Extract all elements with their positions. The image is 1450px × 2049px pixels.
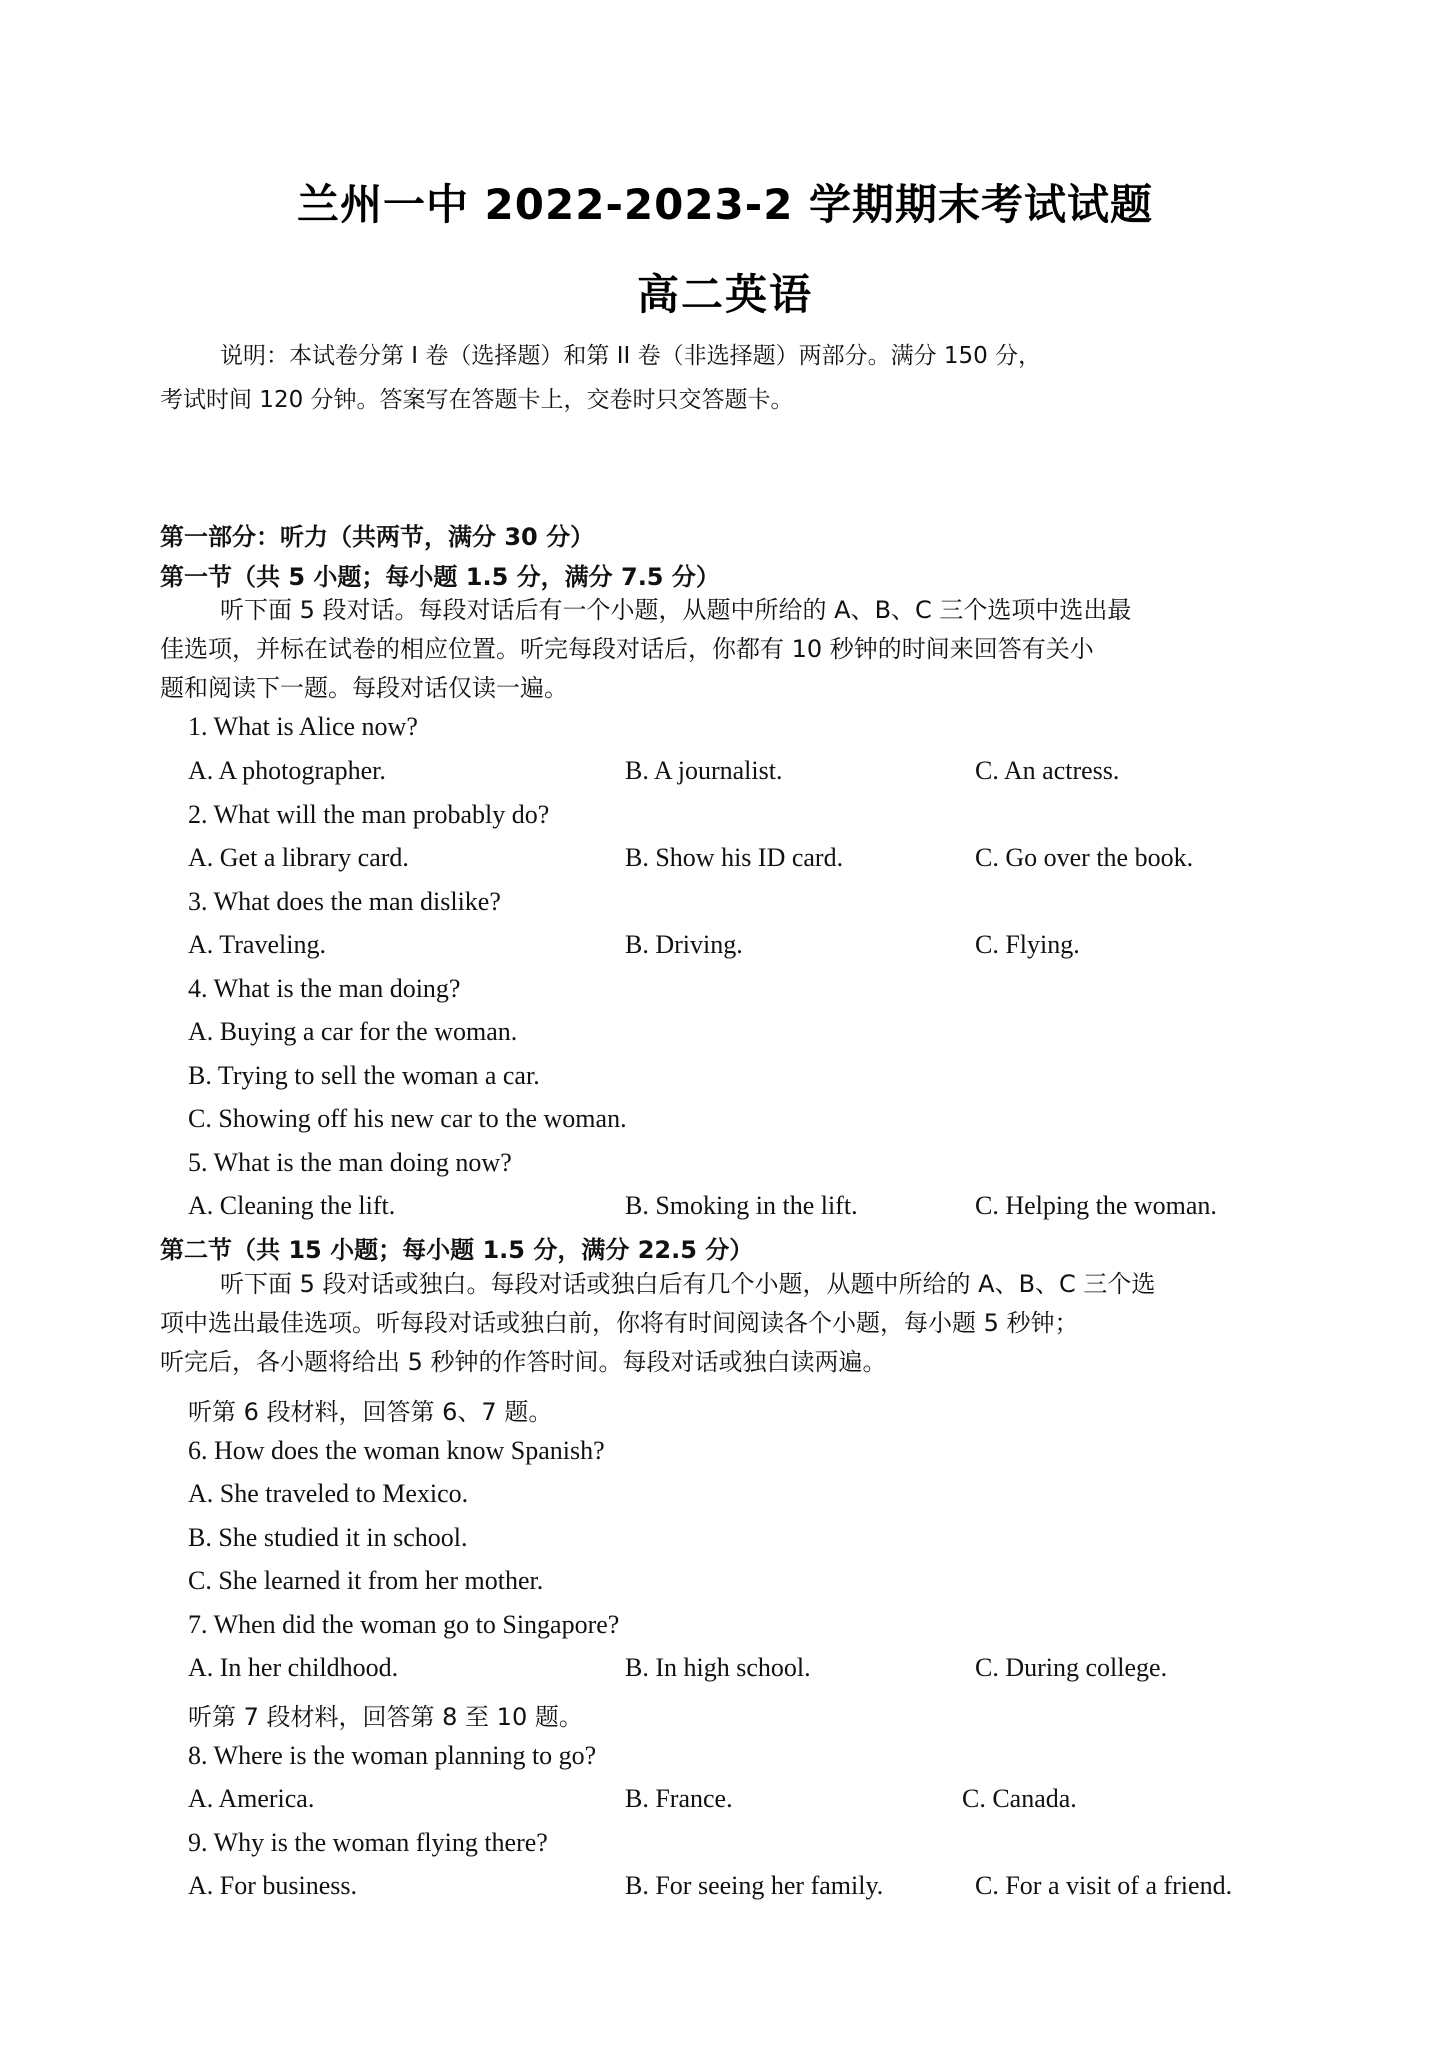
- option-b: B. In high school.: [625, 1653, 811, 1682]
- material-note: 听第 6 段材料，回答第 6、7 题。: [188, 1398, 553, 1426]
- directions-line: 项中选出最佳选项。听每段对话或独白前，你将有时间阅读各个小题，每小题 5 秒钟；: [160, 1309, 1079, 1337]
- question-stem: 1. What is Alice now?: [188, 712, 418, 741]
- instructions-line: 考试时间 120 分钟。答案写在答题卡上，交卷时只交答题卡。: [160, 387, 794, 413]
- question-stem: 2. What will the man probably do?: [188, 800, 550, 829]
- option-a: A. For business.: [188, 1871, 358, 1900]
- option-c: C. An actress.: [975, 756, 1120, 785]
- exam-title: 兰州一中 2022-2023-2 学期期末考试试题: [296, 180, 1154, 229]
- exam-subject: 高二英语: [636, 270, 813, 319]
- option-b: B. For seeing her family.: [625, 1871, 884, 1900]
- option-a: A. Buying a car for the woman.: [188, 1017, 518, 1046]
- option-c: C. Canada.: [962, 1784, 1077, 1813]
- question-stem: 8. Where is the woman planning to go?: [188, 1741, 597, 1770]
- option-a: A. She traveled to Mexico.: [188, 1479, 469, 1508]
- option-a: A. Cleaning the lift.: [188, 1191, 396, 1220]
- section2-heading: 第二节（共 15 小题；每小题 1.5 分，满分 22.5 分）: [160, 1236, 754, 1264]
- question-stem: 6. How does the woman know Spanish?: [188, 1436, 605, 1465]
- part1-heading: 第一部分：听力（共两节，满分 30 分）: [160, 523, 595, 551]
- exam-instructions: [160, 334, 1290, 422]
- option-c: C. Go over the book.: [975, 843, 1194, 872]
- option-a: A. Get a library card.: [188, 843, 409, 872]
- option-a: A. America.: [188, 1784, 315, 1813]
- section1-directions: [160, 591, 1310, 708]
- question-stem: 3. What does the man dislike?: [188, 887, 501, 916]
- option-b: B. Smoking in the lift.: [625, 1191, 858, 1220]
- option-c: C. Flying.: [975, 930, 1080, 959]
- option-c: C. Helping the woman.: [975, 1191, 1217, 1220]
- option-b: B. Driving.: [625, 930, 743, 959]
- option-a: A. Traveling.: [188, 930, 326, 959]
- directions-line: 听下面 5 段对话或独白。每段对话或独白后有几个小题，从题中所给的 A、B、C 三个选: [220, 1270, 1156, 1298]
- option-b: B. France.: [625, 1784, 733, 1813]
- material-note: 听第 7 段材料，回答第 8 至 10 题。: [188, 1703, 583, 1731]
- option-c: C. For a visit of a friend.: [975, 1871, 1233, 1900]
- instructions-line: 说明：本试卷分第 I 卷（选择题）和第 II 卷（非选择题）两部分。满分 150 分，: [220, 343, 1042, 369]
- question-stem: 9. Why is the woman flying there?: [188, 1828, 548, 1857]
- option-b: B. She studied it in school.: [188, 1523, 468, 1552]
- option-b: B. Trying to sell the woman a car.: [188, 1061, 540, 1090]
- option-c: C. She learned it from her mother.: [188, 1566, 544, 1595]
- directions-line: 听完后，各小题将给出 5 秒钟的作答时间。每段对话或独白读两遍。: [160, 1348, 887, 1376]
- option-b: B. A journalist.: [625, 756, 783, 785]
- section2-directions: [160, 1265, 1310, 1382]
- section1-heading: 第一节（共 5 小题；每小题 1.5 分，满分 7.5 分）: [160, 563, 720, 591]
- directions-line: 听下面 5 段对话。每段对话后有一个小题，从题中所给的 A、B、C 三个选项中选出最: [220, 596, 1132, 624]
- option-a: A. In her childhood.: [188, 1653, 399, 1682]
- question-stem: 5. What is the man doing now?: [188, 1148, 512, 1177]
- directions-line: 佳选项，并标在试卷的相应位置。听完每段对话后，你都有 10 秒钟的时间来回答有关小: [160, 635, 1094, 663]
- directions-line: 题和阅读下一题。每段对话仅读一遍。: [160, 674, 568, 702]
- option-a: A. A photographer.: [188, 756, 386, 785]
- option-c: C. During college.: [975, 1653, 1168, 1682]
- option-c: C. Showing off his new car to the woman.: [188, 1104, 627, 1133]
- question-stem: 7. When did the woman go to Singapore?: [188, 1610, 620, 1639]
- option-b: B. Show his ID card.: [625, 843, 844, 872]
- question-stem: 4. What is the man doing?: [188, 974, 461, 1003]
